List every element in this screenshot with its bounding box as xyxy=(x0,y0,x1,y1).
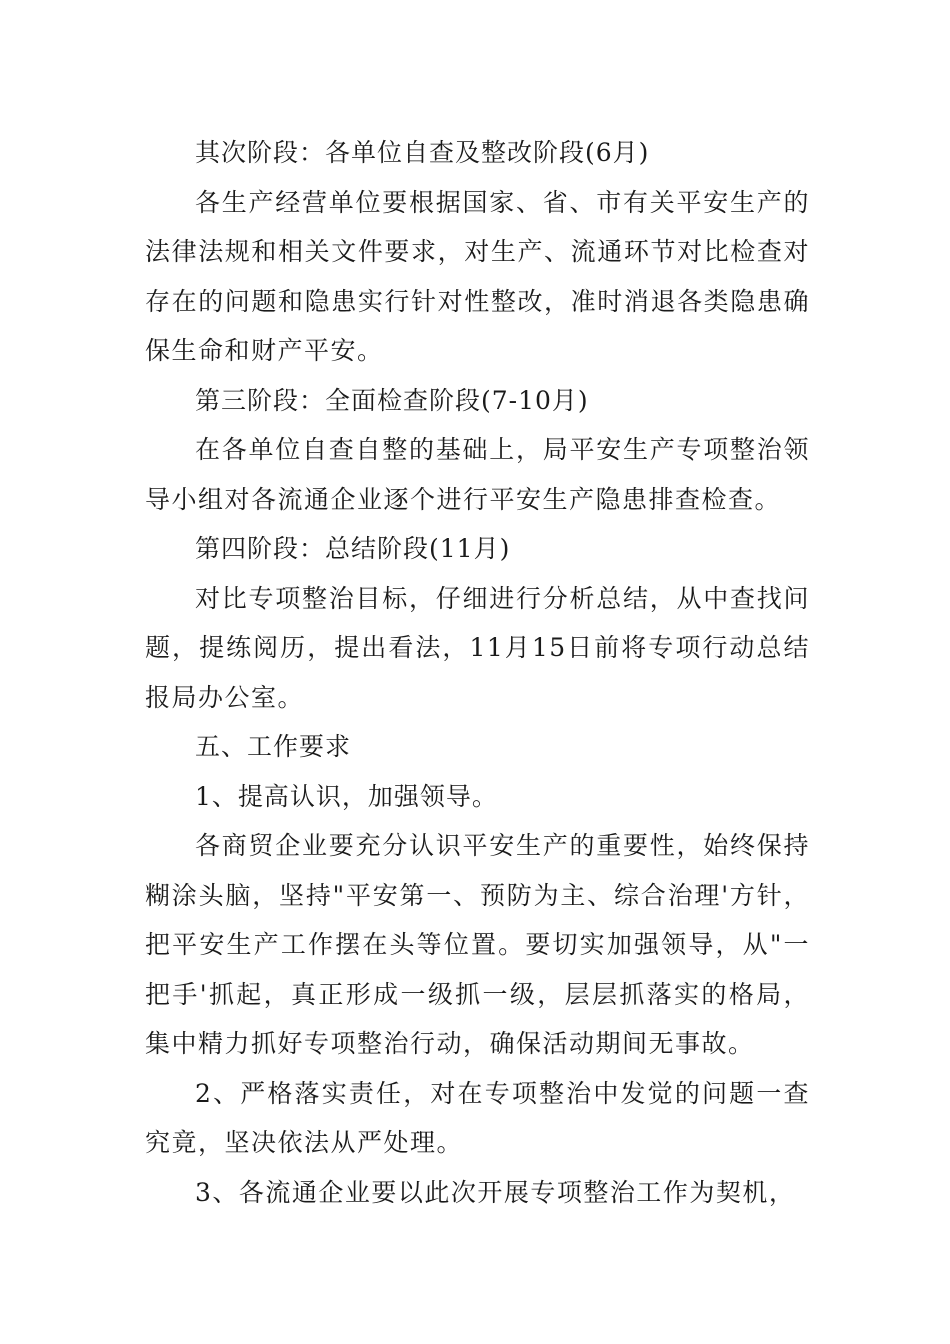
document-body xyxy=(145,128,810,1217)
work-requirements-heading: 五、工作要求 xyxy=(195,732,352,761)
stage-four-heading: 第四阶段：总结阶段(11月) xyxy=(195,534,511,563)
stage-four-paragraph: 对比专项整治目标，仔细进行分析总结，从中查找问题，提练阅历，提出看法，11月15日前将专项行动总结报局办公室。 xyxy=(145,583,810,712)
requirement-1-heading: 1、提高认识，加强领导。 xyxy=(195,781,498,811)
requirement-1-paragraph: 各商贸企业要充分认识平安生产的重要性，始终保持糊涂头脑，坚持"平安第一、预防为主、综合治理'方针，把平安生产工作摆在头等位置。要切实加强领导，从"一把手'抓起，真正形成一级抓一级，层层抓落实的格局，集中精力抓好专项整治行动，确保活动期间无事故。 xyxy=(145,831,810,1058)
stage-three-paragraph: 在各单位自查自整的基础上，局平安生产专项整治领导小组对各流通企业逐个进行平安生产隐患排查检查。 xyxy=(145,435,810,514)
stage-three-heading: 第三阶段：全面检查阶段(7-10月) xyxy=(195,385,589,415)
requirement-2-paragraph: 2、严格落实责任，对在专项整治中发觉的问题一查究竟，坚决依法从严处理。 xyxy=(145,1078,810,1157)
requirement-3-paragraph: 3、各流通企业要以此次开展专项整治工作为契机， xyxy=(195,1177,796,1207)
stage-two-heading: 其次阶段：各单位自查及整改阶段(6月) xyxy=(195,138,650,167)
stage-two-paragraph: 各生产经营单位要根据国家、省、市有关平安生产的法律法规和相关文件要求，对生产、流通环节对比检查对存在的问题和隐患实行针对性整改，准时消退各类隐患确保生命和财产平安。 xyxy=(145,187,810,365)
